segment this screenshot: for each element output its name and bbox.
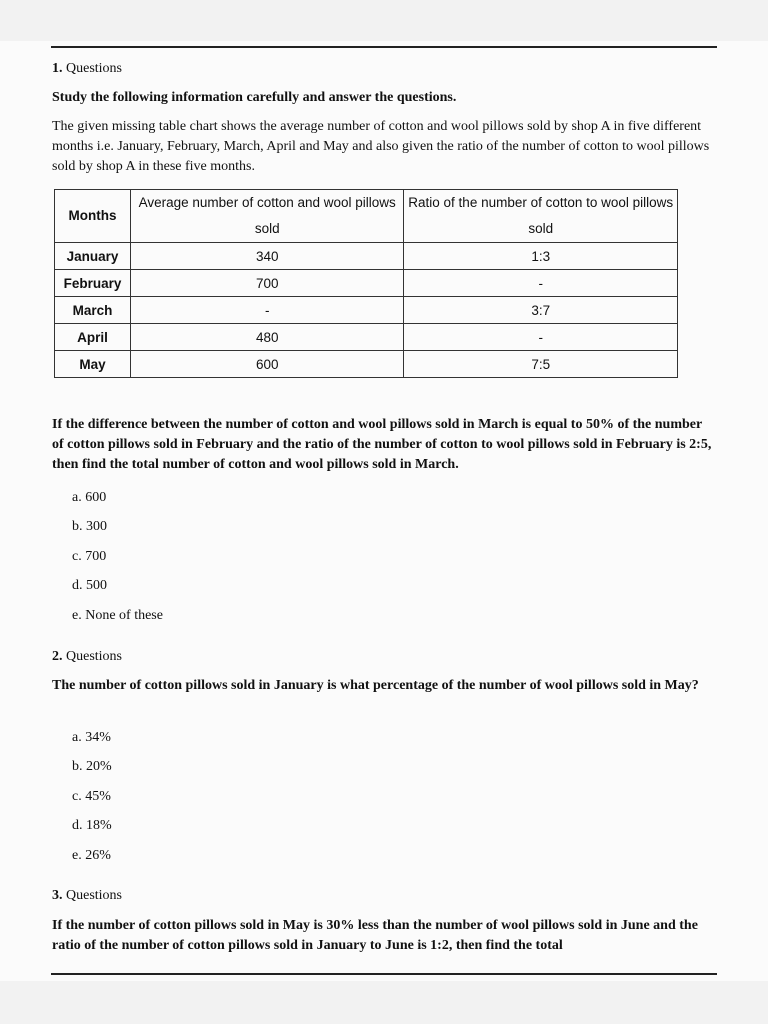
option-item[interactable]: d. 500: [72, 578, 107, 593]
intro-paragraph: The given missing table chart shows the average number of cotton and wool pillows sold by shop A in five different months i.e. January, February, March, April and May and also given the ratio of the number of cotton to wool pillows sold by shop A in these five months.: [52, 119, 710, 174]
table-cell: April: [55, 324, 131, 351]
table-cell: March: [55, 297, 131, 324]
table-cell: 340: [130, 243, 404, 270]
option-item[interactable]: e. 26%: [72, 848, 111, 863]
option-item[interactable]: c. 700: [72, 549, 107, 564]
top-rule: [51, 46, 717, 48]
question-1-text: If the difference between the number of cotton and wool pillows sold in March is equal to 50% of the number of cotton pillows sold in February and the ratio of the number of cotton to wool pillows sold in February is 2:5, then find the total number of cotton and wool pillows sold in March.: [52, 417, 712, 472]
table-cell: 700: [130, 270, 404, 297]
document-page: [0, 41, 768, 981]
table-cell: 600: [130, 351, 404, 378]
table-cell: January: [55, 243, 131, 270]
question-1-heading: 1. Questions: [52, 61, 122, 76]
question-3-text: If the number of cotton pillows sold in May is 30% less than the number of wool pillows sold in June and the ratio of the number of cotton pillows sold in January to June is 1:2, then find the total: [52, 918, 698, 953]
table-row: [55, 270, 678, 297]
table-header-cell: Months: [55, 190, 131, 243]
option-item[interactable]: e. None of these: [72, 608, 163, 623]
table-cell: May: [55, 351, 131, 378]
option-item[interactable]: a. 600: [72, 490, 107, 505]
option-item[interactable]: a. 34%: [72, 730, 111, 745]
question-2-heading: 2. Questions: [52, 649, 122, 664]
table-cell: -: [404, 324, 678, 351]
table-header-row: [55, 190, 678, 243]
option-item[interactable]: b. 300: [72, 519, 107, 534]
table-row: [55, 324, 678, 351]
option-item[interactable]: c. 45%: [72, 789, 111, 804]
table-cell: -: [404, 270, 678, 297]
question-3-heading: 3. Questions: [52, 888, 122, 903]
table-cell: 1:3: [404, 243, 678, 270]
table-cell: February: [55, 270, 131, 297]
table-row: [55, 243, 678, 270]
table-cell: -: [130, 297, 404, 324]
bottom-rule: [51, 973, 717, 975]
data-table: [54, 189, 678, 378]
table-row: [55, 297, 678, 324]
table-cell: 480: [130, 324, 404, 351]
table-cell: 7:5: [404, 351, 678, 378]
table-header-cell: Average number of cotton and wool pillows sold: [130, 190, 404, 243]
question-2-text: The number of cotton pillows sold in January is what percentage of the number of wool pillows sold in May?: [52, 678, 699, 693]
table-row: [55, 351, 678, 378]
option-item[interactable]: d. 18%: [72, 818, 112, 833]
table-cell: 3:7: [404, 297, 678, 324]
table-header-cell: Ratio of the number of cotton to wool pillows sold: [404, 190, 678, 243]
option-item[interactable]: b. 20%: [72, 759, 112, 774]
instruction-text: Study the following information carefully and answer the questions.: [52, 90, 457, 105]
